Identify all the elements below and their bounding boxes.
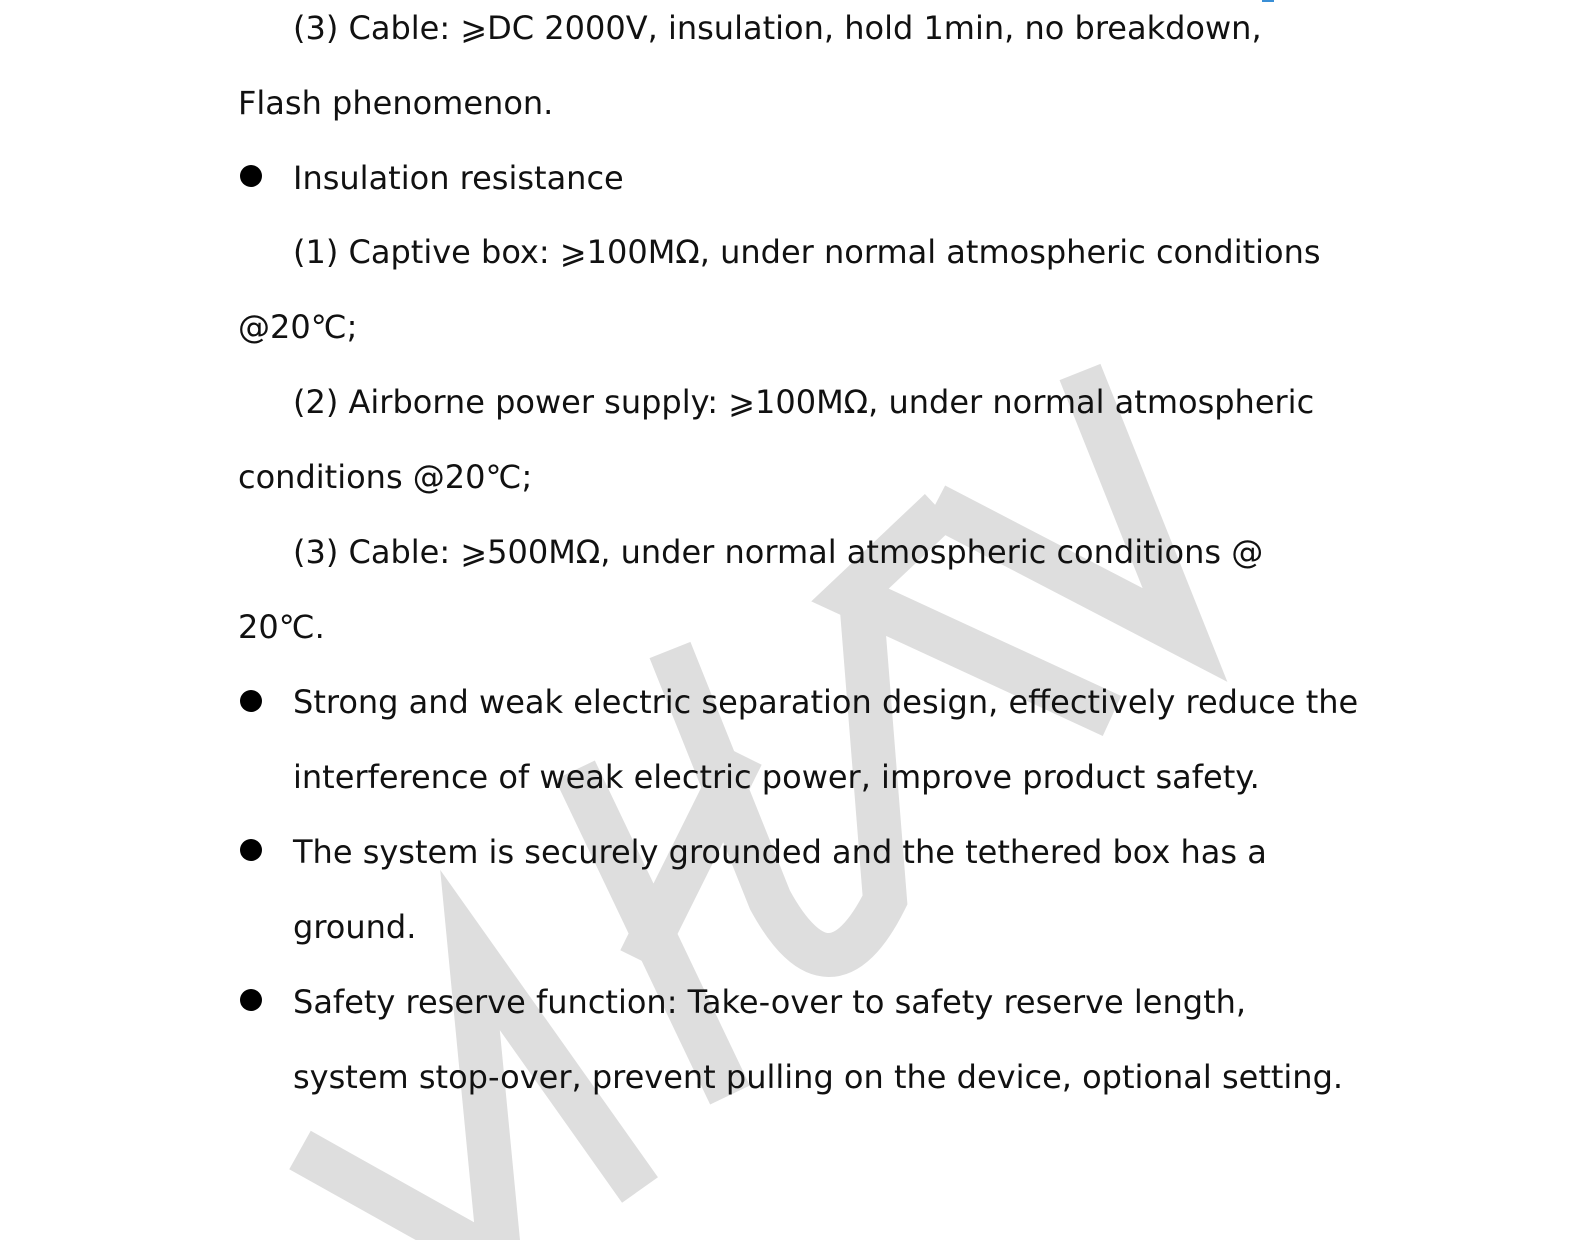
cable-voltage-line-1: (3) Cable: ⩾DC 2000V, insulation, hold 1min, no breakdown, [293, 9, 1262, 47]
separation-line-1: Strong and weak electric separation design, effectively reduce the [293, 683, 1359, 721]
separation-line-2: interference of weak electric power, improve product safety. [293, 758, 1260, 796]
grounded-line-2: ground. [293, 908, 417, 946]
bullet-icon [240, 839, 262, 861]
bullet-icon [240, 690, 262, 712]
insulation-heading: Insulation resistance [293, 159, 624, 197]
safety-reserve-line-1: Safety reserve function: Take-over to safety reserve length, [293, 983, 1247, 1021]
captive-box-line-1: (1) Captive box: ⩾100MΩ, under normal atmospheric conditions [293, 233, 1321, 271]
clipped-previous-line [1262, 0, 1274, 2]
safety-reserve-line-2: system stop-over, prevent pulling on the device, optional setting. [293, 1058, 1344, 1096]
airborne-supply-line-2: conditions @20℃; [238, 458, 533, 496]
bullet-icon [240, 989, 262, 1011]
cable-voltage-line-2: Flash phenomenon. [238, 84, 554, 122]
captive-box-line-2: @20℃; [238, 308, 358, 346]
cable-resistance-line-1: (3) Cable: ⩾500MΩ, under normal atmospheric conditions @ [293, 533, 1264, 571]
grounded-line-1: The system is securely grounded and the tethered box has a [293, 833, 1267, 871]
bullet-icon [240, 165, 262, 187]
airborne-supply-line-1: (2) Airborne power supply: ⩾100MΩ, under normal atmospheric [293, 383, 1315, 421]
cable-resistance-line-2: 20℃. [238, 608, 325, 646]
